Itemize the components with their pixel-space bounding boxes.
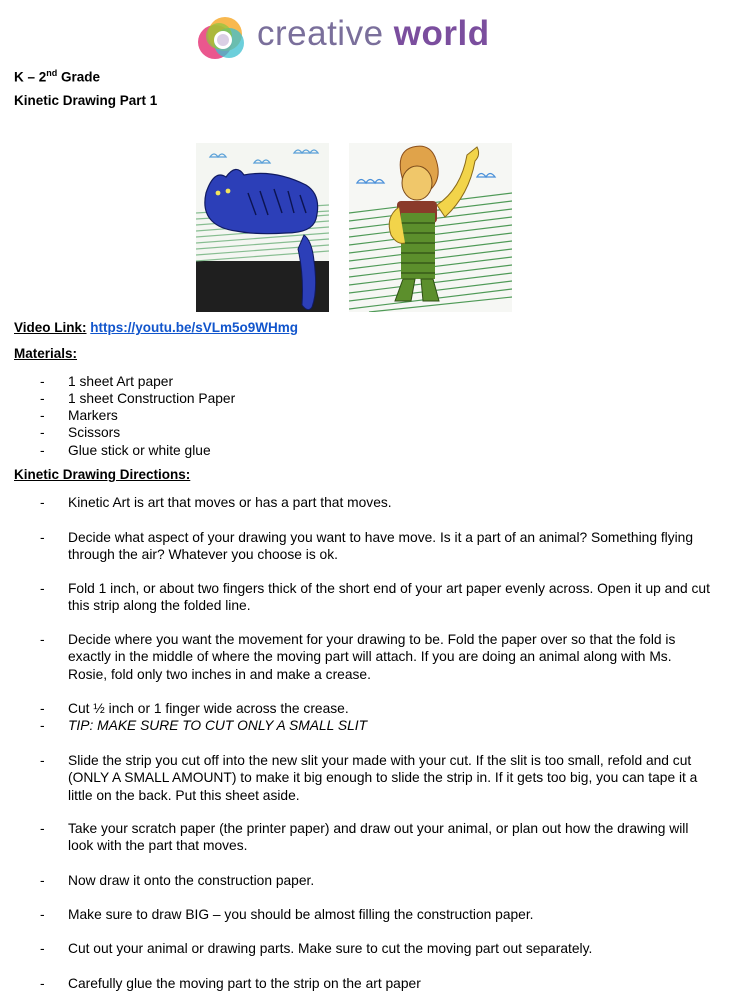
bullet-dash: - <box>40 425 45 440</box>
logo-word-creative: creative <box>257 14 384 53</box>
grade-level: K – 2nd Grade <box>14 68 101 85</box>
bullet-dash: - <box>40 701 45 716</box>
page-title: Kinetic Drawing Part 1 <box>14 93 158 108</box>
creative-world-logo <box>195 12 535 64</box>
bullet-dash: - <box>40 873 45 888</box>
logo-word-world: world <box>393 14 490 53</box>
video-link-label: Video Link: <box>14 320 87 335</box>
logo-swirl-icon <box>195 12 255 64</box>
bullet-dash: - <box>40 408 45 423</box>
bullet-dash: - <box>40 374 45 389</box>
bullet-dash: - <box>40 821 45 836</box>
blue-cat-artwork-photo <box>196 143 329 312</box>
bullet-dash: - <box>40 753 45 768</box>
bullet-dash: - <box>40 941 45 956</box>
directions-heading: Kinetic Drawing Directions: <box>14 467 191 482</box>
bullet-dash: - <box>40 530 45 545</box>
bullet-dash: - <box>40 443 45 458</box>
bullet-dash: - <box>40 907 45 922</box>
bullet-dash: - <box>40 391 45 406</box>
waving-boy-artwork-photo <box>349 143 512 312</box>
materials-heading: Materials: <box>14 346 78 361</box>
video-link-row <box>14 320 298 335</box>
bullet-dash: - <box>40 718 45 733</box>
bullet-dash: - <box>40 495 45 510</box>
bullet-dash: - <box>40 632 45 647</box>
video-link[interactable]: https://youtu.be/sVLm5o9WHmg <box>90 320 299 335</box>
bullet-dash: - <box>40 976 45 991</box>
bullet-dash: - <box>40 581 45 596</box>
